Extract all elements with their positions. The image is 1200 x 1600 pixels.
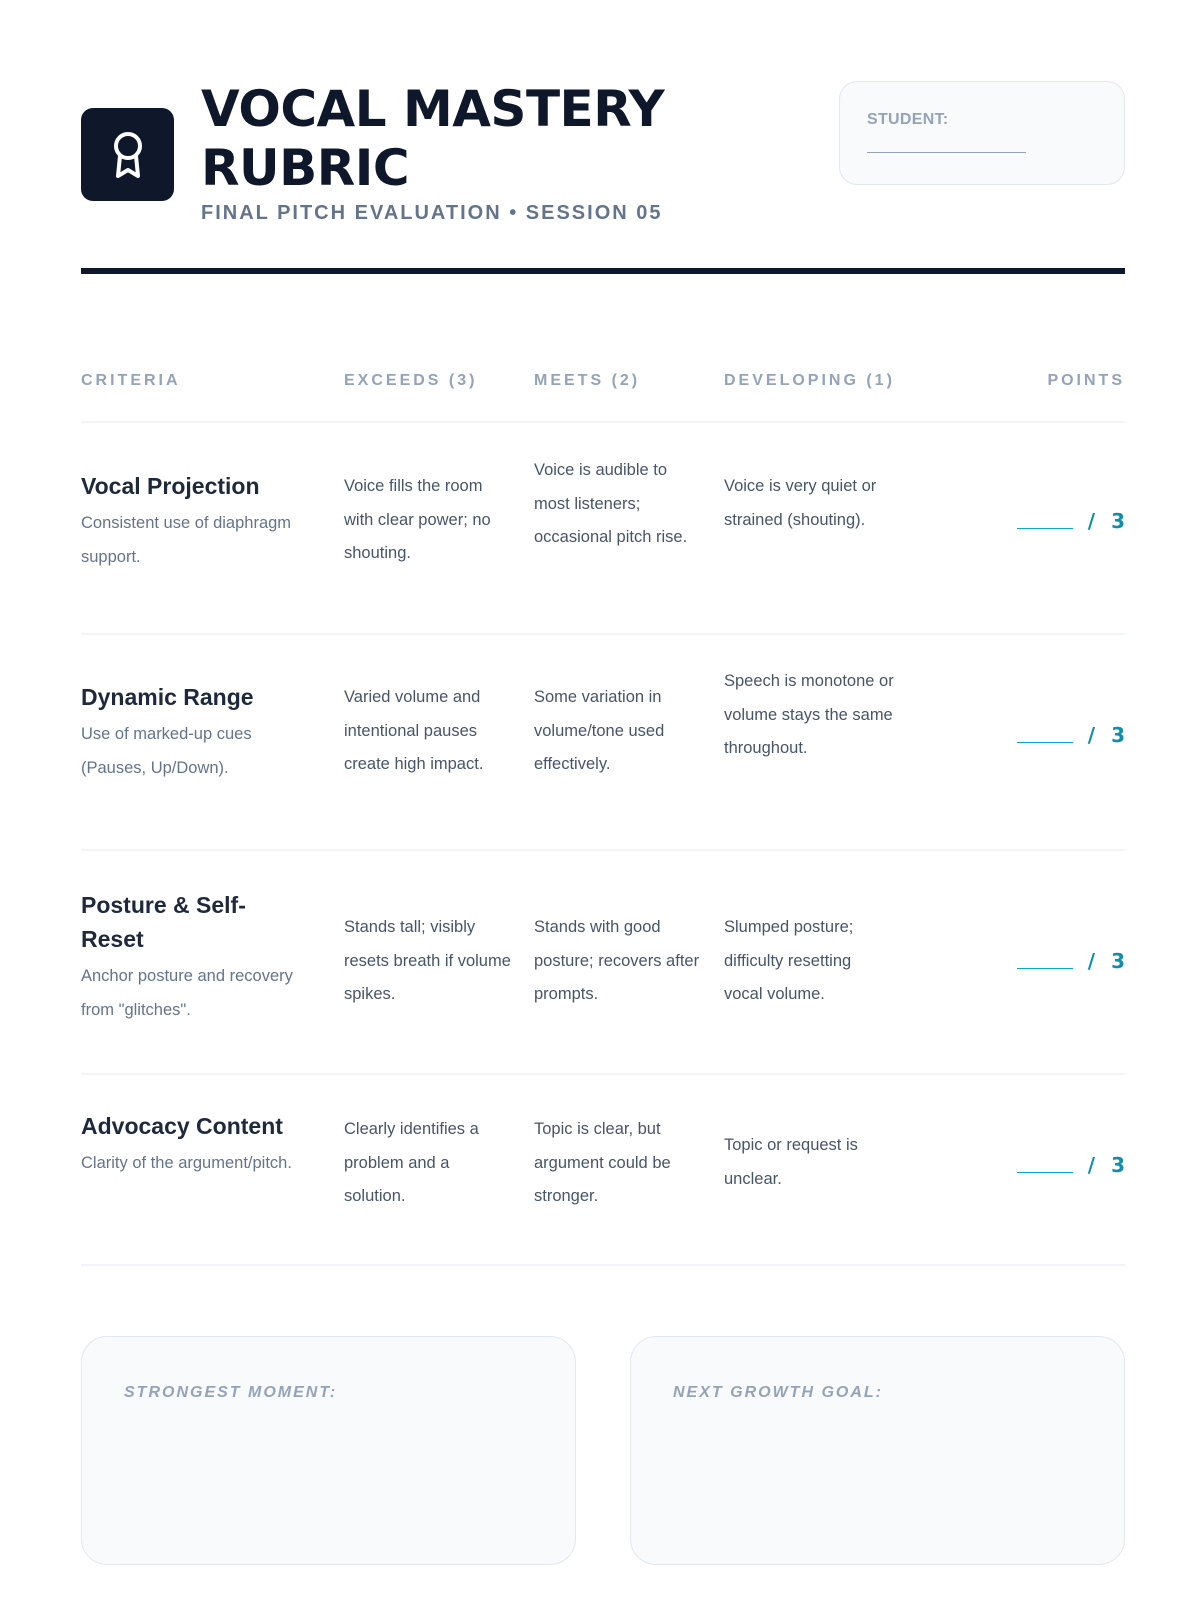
meets-cell: Voice is audible to most listeners; occasional pitch rise. bbox=[534, 461, 688, 546]
meets-cell: Some variation in volume/tone used effectively. bbox=[534, 688, 665, 773]
criteria-description: Anchor posture and recovery from "glitches". bbox=[81, 967, 293, 1019]
header-points: POINTS bbox=[1047, 372, 1125, 389]
points-max: 3 bbox=[1111, 1153, 1125, 1177]
developing-cell: Voice is very quiet or strained (shouting). bbox=[724, 477, 877, 529]
criteria-description: Consistent use of diaphragm support. bbox=[81, 514, 292, 566]
developing-cell: Slumped posture; difficulty resetting vocal volume. bbox=[724, 918, 854, 1003]
student-name-field[interactable] bbox=[867, 152, 1026, 153]
points-cell bbox=[1010, 717, 1125, 747]
page-subtitle: FINAL PITCH EVALUATION • SESSION 05 bbox=[201, 202, 663, 224]
criteria-cell bbox=[81, 888, 306, 1027]
header-developing: DEVELOPING (1) bbox=[724, 372, 895, 389]
points-slash: / bbox=[1087, 723, 1096, 747]
title-line-2: RUBRIC bbox=[201, 139, 410, 197]
developing-cell: Topic or request is unclear. bbox=[724, 1136, 858, 1188]
rubric-table bbox=[81, 368, 1125, 1266]
points-slash: / bbox=[1087, 1153, 1096, 1177]
criteria-cell bbox=[81, 1109, 306, 1181]
table-row bbox=[81, 635, 1125, 851]
header-exceeds: EXCEEDS (3) bbox=[344, 372, 478, 389]
meets-cell: Stands with good posture; recovers after prompts. bbox=[534, 918, 700, 1003]
criteria-title: Vocal Projection bbox=[81, 473, 260, 499]
criteria-description: Use of marked-up cues (Pauses, Up/Down). bbox=[81, 725, 252, 777]
points-max: 3 bbox=[1111, 509, 1125, 533]
criteria-title: Posture & Self-Reset bbox=[81, 892, 246, 952]
exceeds-cell: Voice fills the room with clear power; no shouting. bbox=[344, 477, 491, 562]
strongest-moment-label: STRONGEST MOMENT: bbox=[124, 1384, 338, 1401]
criteria-title: Dynamic Range bbox=[81, 684, 254, 710]
points-input[interactable] bbox=[1017, 1172, 1073, 1173]
points-max: 3 bbox=[1111, 723, 1125, 747]
criteria-cell bbox=[81, 469, 306, 574]
table-row bbox=[81, 851, 1125, 1075]
header-criteria: CRITERIA bbox=[81, 372, 181, 389]
points-input[interactable] bbox=[1017, 742, 1073, 743]
exceeds-cell: Clearly identifies a problem and a solution. bbox=[344, 1120, 479, 1205]
table-row bbox=[81, 423, 1125, 635]
points-max: 3 bbox=[1111, 949, 1125, 973]
student-card bbox=[839, 81, 1125, 185]
next-growth-goal-label: NEXT GROWTH GOAL: bbox=[673, 1384, 883, 1401]
criteria-description: Clarity of the argument/pitch. bbox=[81, 1154, 292, 1172]
table-header bbox=[81, 368, 1125, 423]
points-input[interactable] bbox=[1017, 528, 1073, 529]
criteria-title: Advocacy Content bbox=[81, 1113, 283, 1139]
header bbox=[81, 80, 1125, 270]
criteria-cell bbox=[81, 680, 306, 785]
award-ribbon-icon bbox=[108, 129, 148, 181]
table-row bbox=[81, 1075, 1125, 1266]
header-divider bbox=[81, 268, 1125, 274]
points-slash: / bbox=[1087, 509, 1096, 533]
developing-cell: Speech is monotone or volume stays the same throughout. bbox=[724, 672, 894, 757]
points-cell bbox=[1010, 1147, 1125, 1177]
points-cell bbox=[1010, 503, 1125, 533]
points-slash: / bbox=[1087, 949, 1096, 973]
header-meets: MEETS (2) bbox=[534, 372, 641, 389]
exceeds-cell: Stands tall; visibly resets breath if volume spikes. bbox=[344, 918, 511, 1003]
next-growth-goal-box[interactable] bbox=[630, 1336, 1125, 1565]
points-cell bbox=[1010, 943, 1125, 973]
exceeds-cell: Varied volume and intentional pauses create high impact. bbox=[344, 688, 484, 773]
page-title bbox=[201, 80, 664, 198]
strongest-moment-box[interactable] bbox=[81, 1336, 576, 1565]
title-line-1: VOCAL MASTERY bbox=[201, 80, 665, 138]
logo-badge bbox=[81, 108, 174, 201]
points-input[interactable] bbox=[1017, 968, 1073, 969]
meets-cell: Topic is clear, but argument could be stronger. bbox=[534, 1120, 671, 1205]
student-label: STUDENT: bbox=[867, 111, 949, 128]
